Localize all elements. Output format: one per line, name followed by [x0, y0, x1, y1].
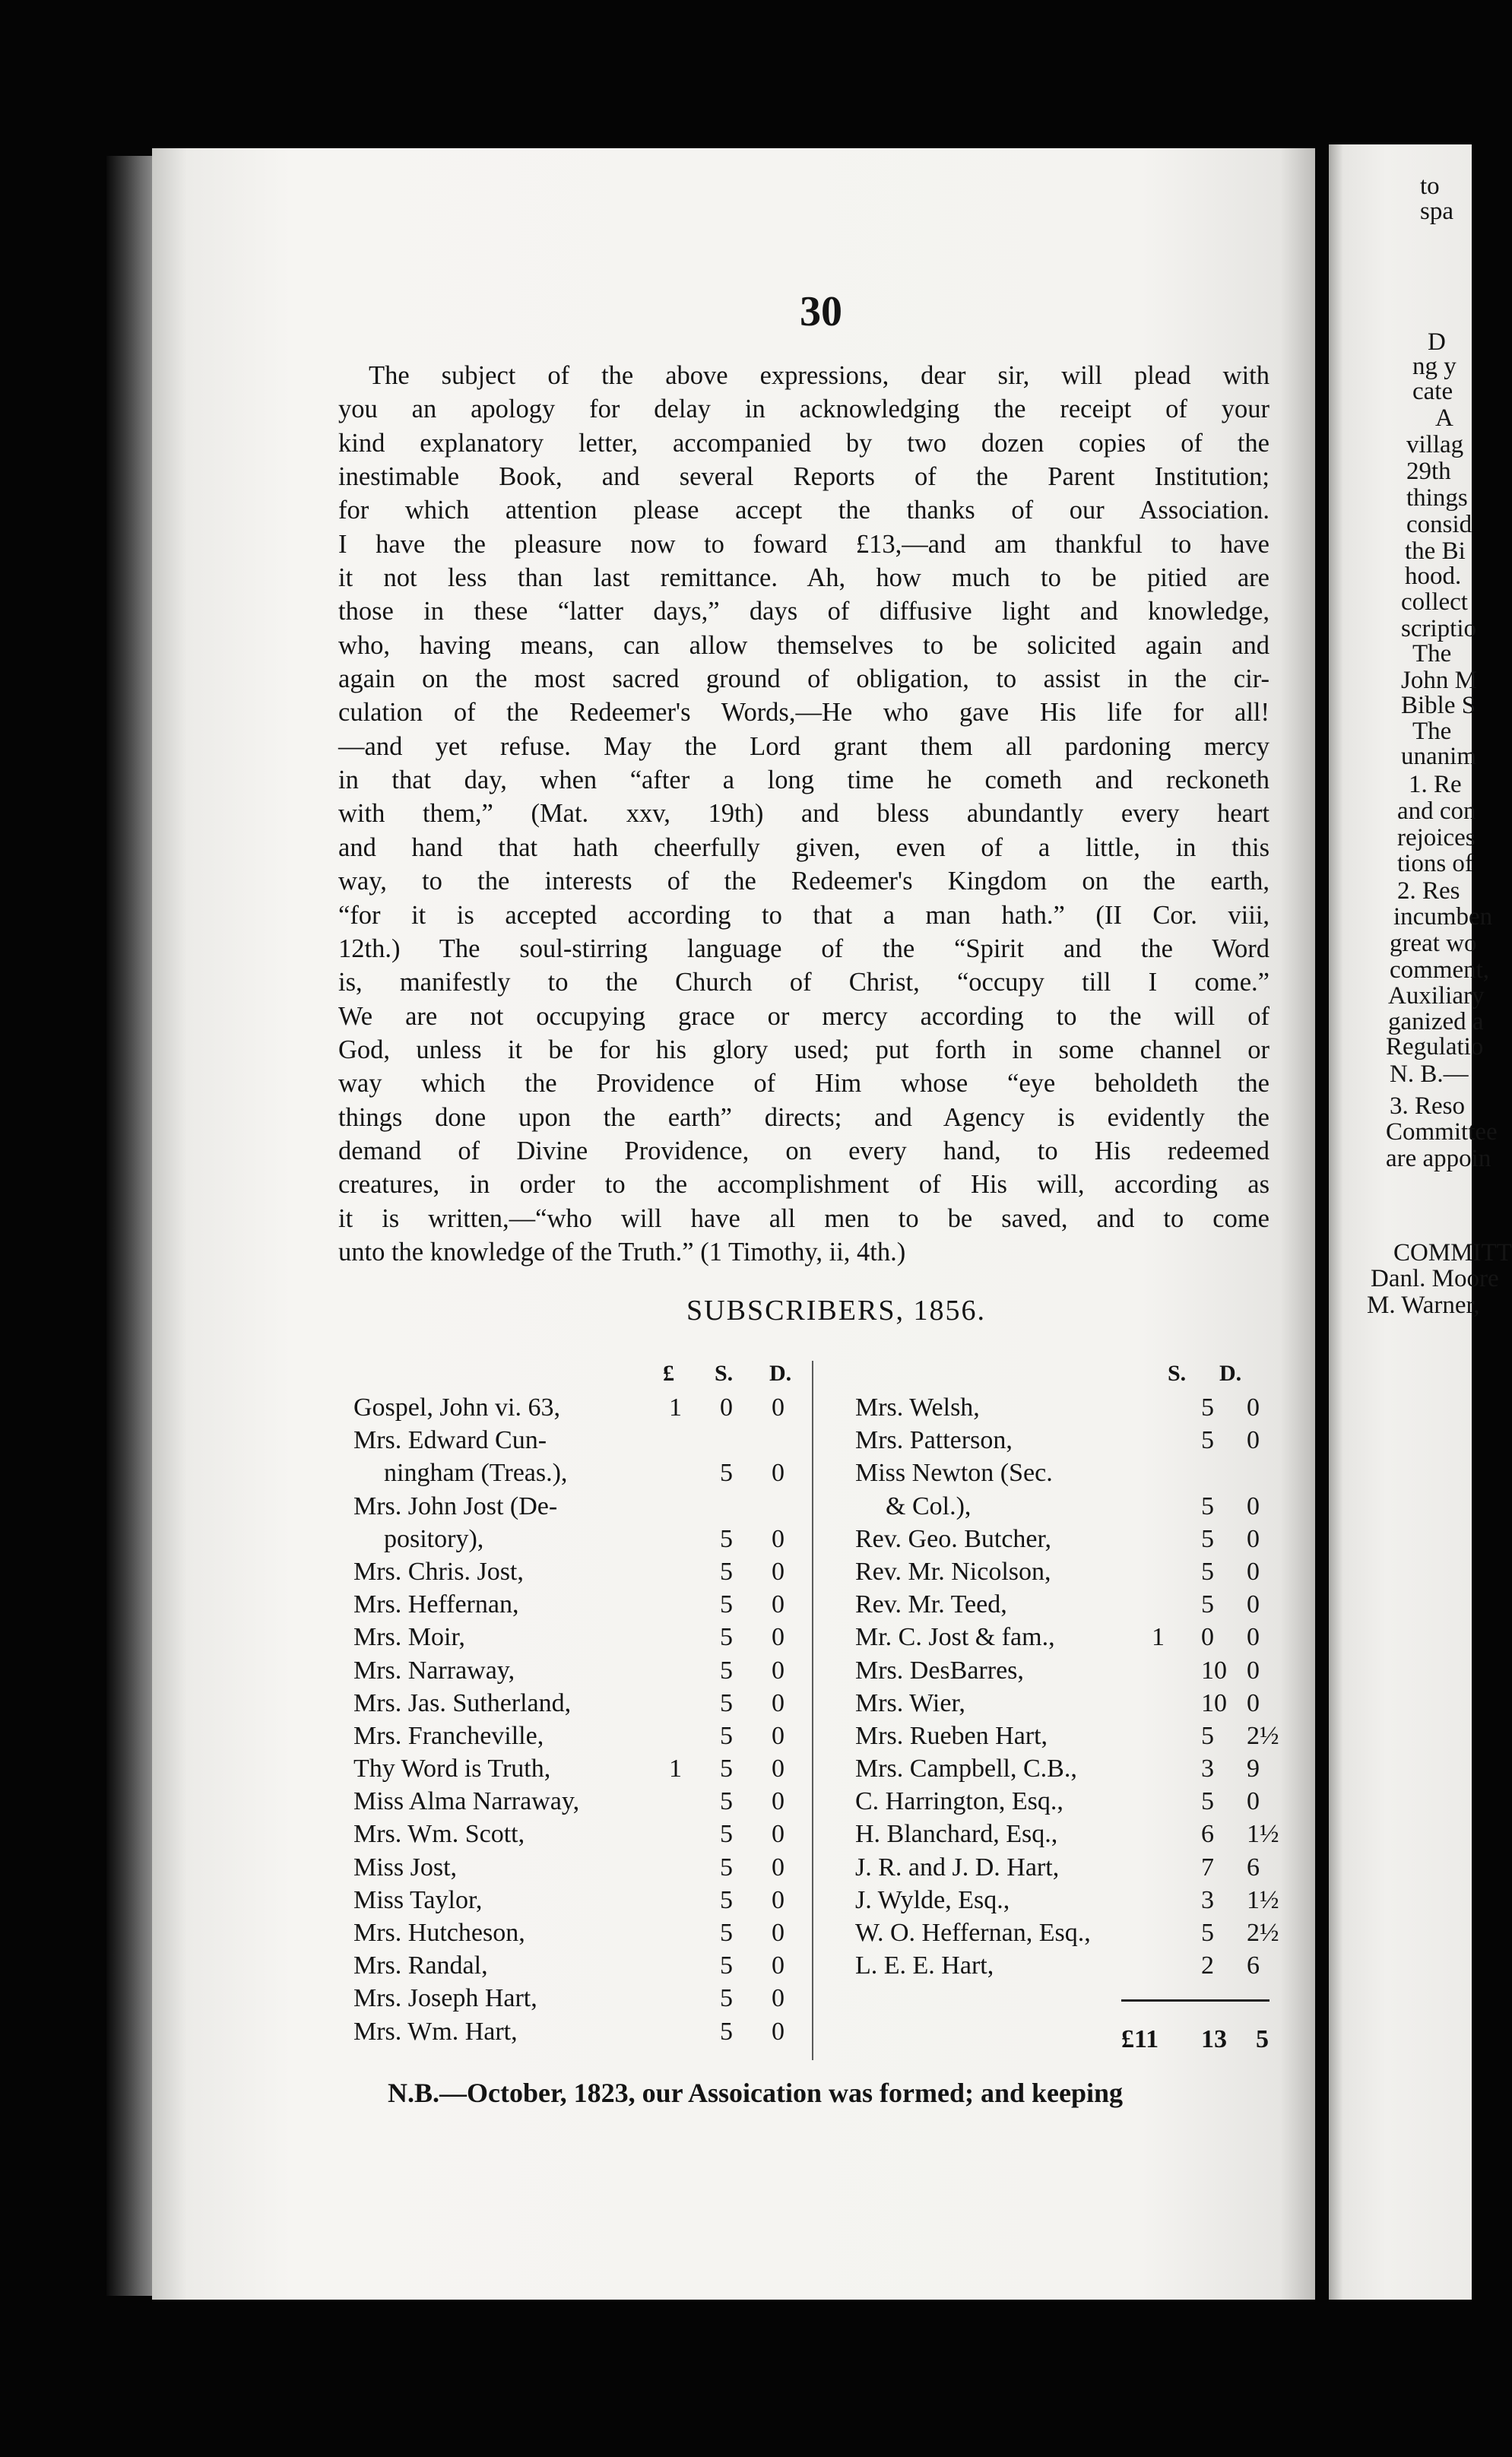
amount-pence: 0 [1247, 1623, 1260, 1652]
amount-pence: 0 [772, 1557, 785, 1586]
adjacent-page-text: consid [1406, 511, 1472, 538]
body-line: those in these “latter days,” days of diffusive light and knowledge, [338, 597, 1270, 626]
column-divider [812, 1361, 813, 2060]
amount-pence: 6 [1247, 1951, 1260, 1980]
subscriber-name: Mrs. Wier, [855, 1688, 965, 1717]
adjacent-page-text: comment, [1390, 956, 1490, 984]
adjacent-page-text: great wo [1390, 930, 1477, 957]
right-subscribers-table [855, 1391, 1279, 1982]
subscriber-row [353, 1621, 810, 1653]
adjacent-page-text: to [1420, 173, 1440, 200]
subscriber-row [353, 1588, 810, 1621]
subscriber-row [353, 1752, 810, 1785]
total-pence: 5 [1256, 2025, 1269, 2053]
adjacent-page-text: spa [1420, 198, 1453, 225]
total-shillings: 13 [1201, 2025, 1227, 2053]
adjacent-page-text: The [1412, 640, 1452, 667]
body-line: you an apology for delay in acknowledging the receipt of your [338, 395, 1270, 424]
amount-pence: 0 [772, 1984, 785, 2013]
amount-shillings: 5 [720, 1853, 733, 1882]
body-line: The subject of the above expressions, dear sir, will plead with [369, 361, 1270, 390]
amount-pence: 0 [772, 1853, 785, 1882]
body-line: —and yet refuse. May the Lord grant them all pardoning mercy [338, 731, 1270, 761]
adjacent-page-text: The [1412, 718, 1452, 745]
amount-pence: 0 [772, 1885, 785, 1914]
adjacent-page-text: John M [1401, 667, 1477, 694]
subscriber-row [855, 1588, 1270, 1621]
subscriber-name: & Col.), [886, 1492, 972, 1520]
amount-shillings: 5 [1201, 1557, 1214, 1586]
body-line: who, having means, can allow themselves to be solicited again and [338, 630, 1270, 660]
subscriber-name: Mrs. Rueben Hart, [855, 1721, 1048, 1750]
adjacent-page-text: Committee [1386, 1118, 1498, 1146]
subscriber-name: Mrs. Narraway, [353, 1656, 515, 1685]
amount-pence: 0 [772, 1656, 785, 1685]
adjacent-page-text: N. B.— [1390, 1060, 1469, 1088]
amount-pence: 0 [772, 1623, 785, 1652]
adjacent-page-text: scriptio [1401, 615, 1476, 642]
amount-shillings: 5 [1201, 1524, 1214, 1553]
body-line: way which the Providence of Him whose “eye beholdeth the [338, 1069, 1270, 1099]
subscriber-row [353, 1424, 810, 1457]
subscriber-row [855, 1785, 1270, 1818]
amount-shillings: 5 [1201, 1590, 1214, 1619]
amount-shillings: 5 [720, 1984, 733, 2013]
subscriber-row [855, 1687, 1270, 1720]
subscriber-row [353, 1818, 810, 1850]
subscriber-row [855, 1654, 1270, 1687]
subscriber-name: Mrs. Patterson, [855, 1426, 1013, 1455]
amount-pence: 0 [772, 1688, 785, 1717]
left-shillings-header: S. [715, 1361, 734, 1386]
subscriber-name: Mrs. Randal, [353, 1951, 488, 1980]
subscriber-row [855, 1490, 1270, 1523]
amount-shillings: 5 [720, 1459, 733, 1488]
amount-shillings: 5 [720, 1919, 733, 1947]
subscribers-heading: SUBSCRIBERS, 1856. [686, 1295, 986, 1327]
amount-pence: 0 [772, 1820, 785, 1849]
amount-pence: 0 [772, 1393, 785, 1422]
adjacent-page-text: ganized a [1388, 1008, 1484, 1035]
subscriber-name: Rev. Mr. Teed, [855, 1590, 1007, 1619]
body-line: with them,” (Mat. xxv, 19th) and bless abundantly every heart [338, 799, 1270, 829]
amount-shillings: 5 [720, 1623, 733, 1652]
amount-pence: 0 [772, 1951, 785, 1980]
adjacent-page-text: 1. Re [1409, 771, 1462, 798]
subscriber-name: Mrs. DesBarres, [855, 1656, 1024, 1685]
subscriber-name: Mrs. Chris. Jost, [353, 1557, 524, 1586]
subscriber-name: Mrs. Joseph Hart, [353, 1984, 537, 2013]
adjacent-page-text: ng y [1412, 353, 1457, 380]
amount-shillings: 5 [720, 1755, 733, 1783]
amount-shillings: 5 [720, 1787, 733, 1816]
subscriber-name: Mrs. Wm. Scott, [353, 1820, 525, 1849]
subscriber-name: Mrs. Campbell, C.B., [855, 1755, 1077, 1783]
adjacent-page-text: Regulatio [1386, 1033, 1484, 1060]
amount-shillings: 5 [1201, 1721, 1214, 1750]
amount-shillings: 7 [1201, 1853, 1214, 1882]
subscriber-row [353, 1490, 810, 1523]
amount-shillings: 5 [720, 1688, 733, 1717]
body-line: unto the knowledge of the Truth.” (1 Timothy, ii, 4th.) [338, 1237, 906, 1267]
subscriber-name: Mrs. John Jost (De- [353, 1492, 558, 1520]
total-pounds: £11 [1121, 2025, 1159, 2053]
subscriber-row [855, 1851, 1270, 1884]
subscriber-name: pository), [384, 1524, 484, 1553]
subscriber-name: Mrs. Francheville, [353, 1721, 544, 1750]
amount-shillings: 5 [1201, 1787, 1214, 1816]
amount-shillings: 5 [720, 1557, 733, 1586]
amount-pence: 2½ [1247, 1919, 1279, 1947]
adjacent-page-text: Auxiliary [1388, 982, 1485, 1010]
adjacent-page-text: tions of [1397, 850, 1473, 877]
subscriber-row [855, 1752, 1270, 1785]
subscriber-name: Rev. Geo. Butcher, [855, 1524, 1051, 1553]
amount-shillings: 5 [720, 1656, 733, 1685]
amount-pence: 0 [772, 1459, 785, 1488]
body-line: I have the pleasure now to foward £13,—and am thankful to have [338, 529, 1270, 559]
body-paragraph [338, 359, 1270, 1269]
subscriber-row [855, 1884, 1279, 1916]
total-rule [1121, 1999, 1270, 2002]
amount-shillings: 10 [1201, 1656, 1227, 1685]
amount-shillings: 6 [1201, 1820, 1214, 1849]
amount-pence: 2½ [1247, 1721, 1279, 1750]
amount-shillings: 5 [1201, 1492, 1214, 1520]
subscriber-row [353, 1555, 810, 1588]
subscriber-row [353, 1523, 810, 1555]
subscriber-name: C. Harrington, Esq., [855, 1787, 1063, 1816]
adjacent-page-text: rejoices [1397, 824, 1476, 851]
subscriber-row [855, 1916, 1279, 1949]
amount-pence: 0 [772, 1919, 785, 1947]
subscriber-name: ningham (Treas.), [384, 1459, 568, 1488]
subscriber-name: W. O. Heffernan, Esq., [855, 1919, 1091, 1947]
subscriber-row [855, 1457, 1270, 1489]
adjacent-page-text: Danl. Moore [1371, 1265, 1499, 1292]
amount-shillings: 5 [720, 1885, 733, 1914]
amount-shillings: 5 [720, 2017, 733, 2046]
body-line: is, manifestly to the Church of Christ, “occupy till I come.” [338, 968, 1270, 997]
body-line: culation of the Redeemer's Words,—He who gave His life for all! [338, 698, 1270, 728]
adjacent-page-text: 3. Reso [1390, 1092, 1465, 1120]
body-line: God, unless it be for his glory used; put forth in some channel or [338, 1035, 1270, 1064]
subscriber-name: Mrs. Jas. Sutherland, [353, 1688, 572, 1717]
amount-pence: 0 [772, 1755, 785, 1783]
adjacent-page-edge [1329, 144, 1512, 2300]
subscriber-row [855, 1818, 1279, 1850]
subscriber-row [855, 1555, 1270, 1588]
amount-pence: 0 [1247, 1524, 1260, 1553]
subscriber-name: Miss Taylor, [353, 1885, 483, 1914]
amount-pounds: 1 [669, 1393, 682, 1422]
amount-pence: 0 [772, 2017, 785, 2046]
subscriber-row [353, 1457, 810, 1489]
amount-pence: 0 [1247, 1492, 1260, 1520]
amount-pence: 0 [1247, 1590, 1260, 1619]
subscriber-name: Mr. C. Jost & fam., [855, 1623, 1055, 1652]
amount-shillings: 10 [1201, 1688, 1227, 1717]
amount-shillings: 5 [720, 1951, 733, 1980]
body-line: again on the most sacred ground of obligation, to assist in the cir- [338, 664, 1270, 694]
page-number: 30 [800, 288, 842, 335]
amount-shillings: 5 [720, 1820, 733, 1849]
amount-shillings: 3 [1201, 1885, 1214, 1914]
adjacent-page-text: hood. [1405, 563, 1462, 590]
adjacent-page-text: villag [1406, 431, 1464, 458]
body-line: in that day, when “after a long time he cometh and reckoneth [338, 766, 1270, 795]
subscriber-row [855, 1424, 1270, 1457]
body-line: kind explanatory letter, accompanied by two dozen copies of the [338, 428, 1270, 458]
amount-pence: 0 [1247, 1426, 1260, 1455]
adjacent-page-text: D [1428, 328, 1446, 356]
subscriber-name: J. R. and J. D. Hart, [855, 1853, 1060, 1882]
adjacent-page-text: A [1435, 404, 1453, 432]
amount-shillings: 5 [1201, 1919, 1214, 1947]
subscriber-name: Mrs. Moir, [353, 1623, 465, 1652]
amount-pence: 0 [1247, 1656, 1260, 1685]
body-line: things done upon the earth” directs; and Agency is evidently the [338, 1102, 1270, 1132]
amount-shillings: 2 [1201, 1951, 1214, 1980]
left-pence-header: D. [769, 1361, 792, 1386]
subscriber-row [353, 1982, 810, 2015]
amount-shillings: 0 [720, 1393, 733, 1422]
body-line: creatures, in order to the accomplishment of His will, according as [338, 1170, 1270, 1200]
amount-pounds: 1 [669, 1755, 682, 1783]
subscriber-row [855, 1523, 1270, 1555]
subscriber-name: Mrs. Heffernan, [353, 1590, 519, 1619]
amount-shillings: 5 [1201, 1393, 1214, 1422]
subscriber-row [353, 1720, 810, 1752]
subscriber-name: H. Blanchard, Esq., [855, 1820, 1058, 1849]
subscriber-name: Miss Alma Narraway, [353, 1787, 580, 1816]
nb-note: N.B.—October, 1823, our Assoication was formed; and keeping [388, 2078, 1124, 2108]
subscriber-row [855, 1949, 1270, 1982]
amount-pence: 0 [1247, 1557, 1260, 1586]
body-line: inestimable Book, and several Reports of the Parent Institution; [338, 462, 1270, 492]
amount-pence: 0 [772, 1590, 785, 1619]
adjacent-page-text: are appoin [1386, 1145, 1491, 1172]
subscriber-row [353, 1785, 810, 1818]
adjacent-page-text: Bible S [1401, 692, 1476, 719]
adjacent-page-text: collect [1401, 588, 1468, 616]
subscriber-name: Rev. Mr. Nicolson, [855, 1557, 1051, 1586]
adjacent-page-text: COMMITT [1393, 1239, 1512, 1267]
subscriber-name: Mrs. Welsh, [855, 1393, 980, 1422]
amount-pence: 1½ [1247, 1885, 1279, 1914]
subscriber-row [855, 1621, 1270, 1653]
subscriber-name: Thy Word is Truth, [353, 1755, 551, 1783]
amount-shillings: 5 [720, 1524, 733, 1553]
adjacent-page-text: things [1406, 484, 1468, 512]
amount-pence: 0 [1247, 1688, 1260, 1717]
adjacent-page-text: unanim [1401, 743, 1476, 770]
subscriber-row [353, 1687, 810, 1720]
subscriber-name: J. Wylde, Esq., [855, 1885, 1010, 1914]
subscriber-row [353, 1851, 810, 1884]
amount-pence: 1½ [1247, 1820, 1279, 1849]
amount-shillings: 5 [720, 1721, 733, 1750]
amount-shillings: 5 [720, 1590, 733, 1619]
subscriber-name: Mrs. Edward Cun- [353, 1426, 547, 1455]
adjacent-page-text: and con [1397, 797, 1476, 825]
subscriber-name: Miss Jost, [353, 1853, 458, 1882]
subscriber-name: Gospel, John vi. 63, [353, 1393, 560, 1422]
body-line: it is written,—“who will have all men to be saved, and to come [338, 1203, 1270, 1233]
adjacent-page-text: 2. Res [1397, 877, 1460, 905]
amount-shillings: 5 [1201, 1426, 1214, 1455]
body-line: way, to the interests of the Redeemer's Kingdom on the earth, [338, 867, 1270, 896]
subscriber-row [353, 2015, 810, 2048]
subscriber-row [353, 1884, 810, 1916]
amount-pence: 9 [1247, 1755, 1260, 1783]
amount-pence: 0 [772, 1787, 785, 1816]
subscriber-name: Miss Newton (Sec. [855, 1459, 1053, 1488]
amount-pence: 0 [772, 1721, 785, 1750]
right-pence-header: D. [1219, 1361, 1242, 1386]
subscriber-row [353, 1949, 810, 1982]
body-line: for which attention please accept the thanks of our Association. [338, 496, 1270, 525]
adjacent-page-text: the Bi [1405, 537, 1466, 565]
adjacent-page-text: incumben [1393, 903, 1493, 930]
amount-shillings: 0 [1201, 1623, 1214, 1652]
amount-pence: 6 [1247, 1853, 1260, 1882]
subscriber-name: Mrs. Hutcheson, [353, 1919, 525, 1947]
body-line: 12th.) The soul-stirring language of the “Spirit and the Word [338, 934, 1270, 963]
subscriber-row [353, 1391, 810, 1424]
adjacent-page-text: M. Warner, [1367, 1292, 1480, 1319]
amount-pence: 0 [1247, 1787, 1260, 1816]
adjacent-page-text: 29th [1406, 458, 1451, 485]
subscriber-row [855, 1720, 1279, 1752]
body-line: it not less than last remittance. Ah, how much to be pitied are [338, 563, 1270, 593]
subscriber-name: L. E. E. Hart, [855, 1951, 994, 1980]
subscriber-row [353, 1916, 810, 1949]
subscriber-row [855, 1391, 1270, 1424]
body-line: and hand that hath cheerfully given, even of a little, in this [338, 832, 1270, 862]
adjacent-page-text: cate [1412, 378, 1453, 405]
body-line: “for it is accepted according to that a man hath.” (II Cor. viii, [338, 900, 1270, 930]
subscriber-name: Mrs. Wm. Hart, [353, 2017, 518, 2046]
amount-shillings: 3 [1201, 1755, 1214, 1783]
amount-pence: 0 [1247, 1393, 1260, 1422]
subscriber-row [353, 1654, 810, 1687]
body-line: We are not occupying grace or mercy according to the will of [338, 1001, 1270, 1031]
amount-pounds: 1 [1152, 1623, 1165, 1652]
body-line: demand of Divine Providence, on every hand, to His redeemed [338, 1136, 1270, 1165]
left-subscribers-table [353, 1391, 810, 2048]
left-pounds-header: £ [663, 1361, 674, 1386]
right-shillings-header: S. [1168, 1361, 1187, 1386]
amount-pence: 0 [772, 1524, 785, 1553]
